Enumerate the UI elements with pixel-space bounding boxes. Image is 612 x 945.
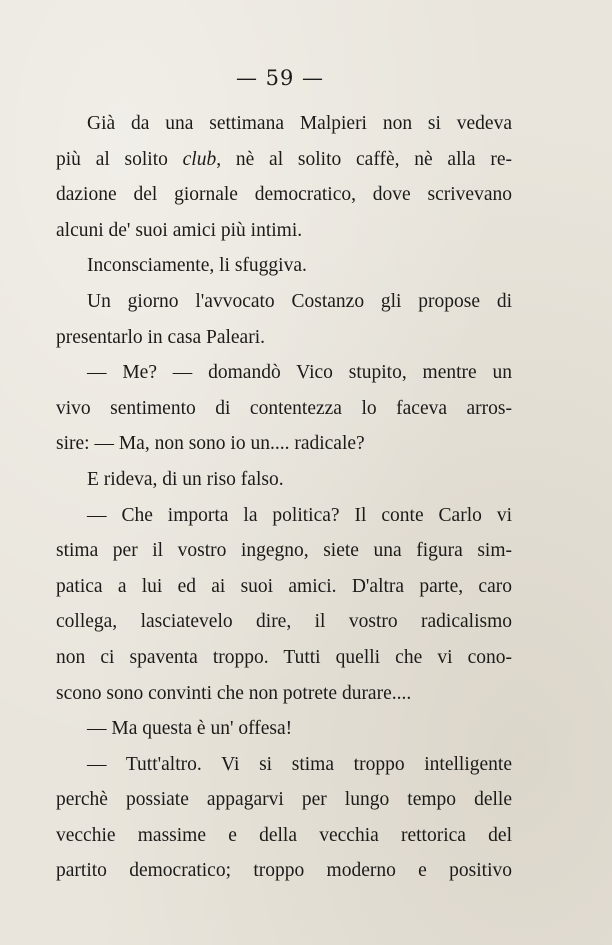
text-line-8: — Me? — domandò Vico stupito, mentre un	[87, 362, 512, 384]
text-line-9: vivo sentimento di contentezza lo faceva arros-	[56, 397, 512, 419]
text-line-6: Un giorno l'avvocato Costanzo gli propose di	[87, 290, 512, 312]
body-text	[56, 106, 512, 889]
page-number: — 59 —	[235, 66, 325, 90]
text-line-2	[56, 142, 512, 178]
text-line-7: presentarlo in casa Paleari.	[56, 326, 265, 348]
text-line-5: Inconsciamente, li sfuggiva.	[87, 255, 307, 277]
text-line-16: non ci spaventa troppo. Tutti quelli che vi cono-	[56, 646, 512, 668]
text-line-15: collega, lasciatevelo dire, il vostro radicalismo	[56, 611, 512, 633]
text-line-19: — Tutt'altro. Vi si stima troppo intelligente	[87, 753, 512, 775]
text-line-20: perchè possiate appagarvi per lungo tempo delle	[56, 789, 512, 811]
text-line-17: scono sono convinti che non potrete durare....	[56, 682, 412, 704]
text-line-4: alcuni de' suoi amici più intimi.	[56, 219, 303, 241]
text-line-3: dazione del giornale democratico, dove scrivevano	[56, 184, 512, 206]
text-line-1: Già da una settimana Malpieri non si vedeva	[87, 113, 512, 134]
text-line-11: E rideva, di un riso falso.	[87, 468, 284, 490]
text-line-2-start: più al solito	[56, 148, 168, 170]
text-line-13: stima per il vostro ingegno, siete una figura sim-	[56, 540, 512, 562]
text-line-14: patica a lui ed ai suoi amici. D'altra parte, caro	[56, 575, 512, 597]
text-line-2-end: , nè al solito caffè, nè alla re-	[216, 148, 512, 170]
text-line-22: partito democratico; troppo moderno e positivo	[56, 860, 512, 882]
text-line-18: — Ma questa è un' offesa!	[87, 718, 293, 740]
text-line-2-italic: club	[182, 148, 217, 170]
text-line-10: sire: — Ma, non sono io un.... radicale?	[56, 433, 365, 455]
text-line-12: — Che importa la politica? Il conte Carlo vi	[87, 504, 512, 526]
text-line-21: vecchie massime e della vecchia rettorica del	[56, 824, 512, 846]
